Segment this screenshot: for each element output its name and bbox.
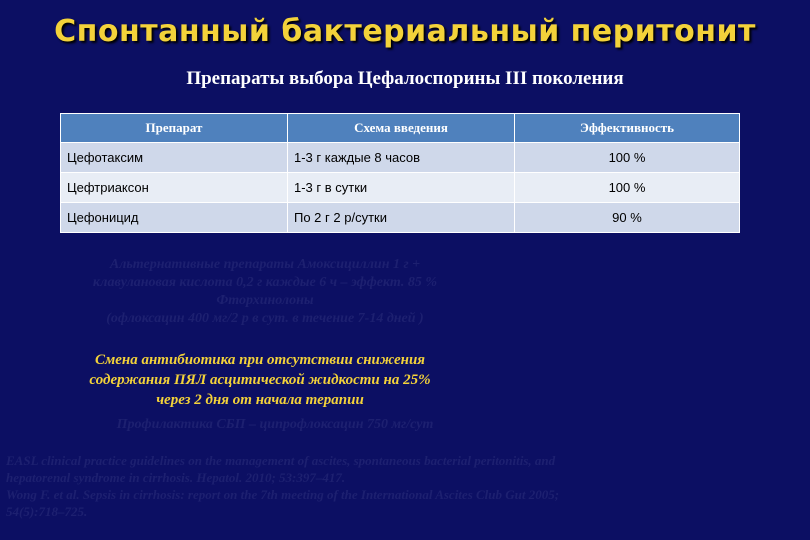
slide-title: Спонтанный бактериальный перитонит xyxy=(54,14,756,49)
references xyxy=(6,452,796,520)
cell-drug: Цефтриаксон xyxy=(61,173,288,203)
column-header-drug: Препарат xyxy=(61,114,288,143)
cell-efficacy: 100 % xyxy=(515,173,740,203)
slide-subtitle: Препараты выбора Цефалоспорины III поколения xyxy=(186,68,624,89)
alternatives-line: Альтернативные препараты Амоксициллин 1 г + xyxy=(109,257,421,272)
reference-line: hepatorenal syndrome in cirrhosis. Hepatol. 2010; 53:397–417. xyxy=(6,470,346,485)
drug-table xyxy=(60,113,740,233)
alternatives-line: (офлоксацин 400 мг/2 р в сут. в течение 7-14 дней ) xyxy=(106,311,424,326)
switch-line: через 2 дня от начала терапии xyxy=(156,392,364,408)
cell-efficacy: 90 % xyxy=(515,203,740,233)
table-header-row xyxy=(61,114,740,143)
table-row xyxy=(61,173,740,203)
table-row xyxy=(61,143,740,173)
cell-regimen: По 2 г 2 р/сутки xyxy=(288,203,515,233)
reference-line: EASL clinical practice guidelines on the management of ascites, spontaneous bacterial peritonitis, and xyxy=(6,453,556,468)
table-row xyxy=(61,203,740,233)
switch-line: содержания ПЯЛ асцитической жидкости на 25% xyxy=(89,372,431,388)
column-header-efficacy: Эффективность xyxy=(515,114,740,143)
reference-line: Wong F. et al. Sepsis in cirrhosis: report on the 7th meeting of the International Ascites Club Gut 2005; xyxy=(6,487,560,502)
alternatives-line: клавулановая кислота 0,2 г каждые 6 ч – эффект. 85 % xyxy=(92,275,438,290)
antibiotic-switch-text xyxy=(30,350,490,410)
cell-drug: Цефотаксим xyxy=(61,143,288,173)
column-header-regimen: Схема введения xyxy=(288,114,515,143)
cell-regimen: 1-3 г каждые 8 часов xyxy=(288,143,515,173)
cell-drug: Цефоницид xyxy=(61,203,288,233)
alternatives-line: Фторхинолоны xyxy=(216,293,314,308)
switch-line: Смена антибиотика при отсутствии снижения xyxy=(94,352,426,368)
prophylaxis-text: Профилактика СБП – ципрофлоксацин 750 мг/сут xyxy=(116,417,434,432)
alternatives-text xyxy=(30,256,500,328)
cell-efficacy: 100 % xyxy=(515,143,740,173)
reference-line: 54(5):718–725. xyxy=(6,504,88,519)
cell-regimen: 1-3 г в сутки xyxy=(288,173,515,203)
